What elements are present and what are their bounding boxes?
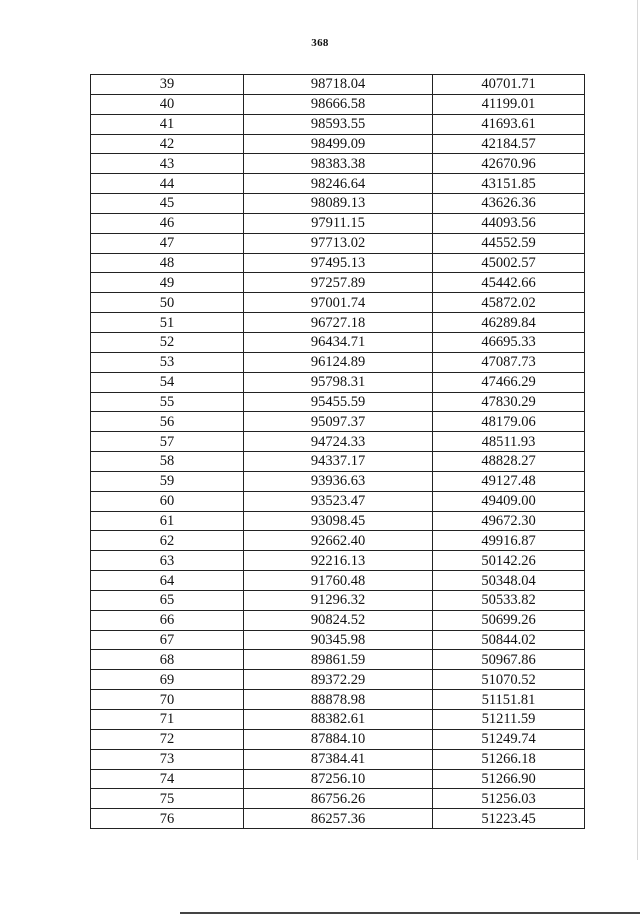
- value-b-cell: 45872.02: [433, 293, 585, 313]
- table-row: [91, 134, 585, 154]
- value-a-cell: 86756.26: [244, 789, 433, 809]
- row-index-cell: 40: [91, 94, 244, 114]
- value-a-cell: 91760.48: [244, 571, 433, 591]
- value-a-cell: 95097.37: [244, 412, 433, 432]
- table-row: [91, 313, 585, 333]
- value-b-cell: 51249.74: [433, 729, 585, 749]
- row-index-cell: 69: [91, 670, 244, 690]
- row-index-cell: 48: [91, 253, 244, 273]
- table-row: [91, 531, 585, 551]
- table-row: [91, 75, 585, 95]
- row-index-cell: 56: [91, 412, 244, 432]
- table-row: [91, 412, 585, 432]
- table-row: [91, 650, 585, 670]
- value-a-cell: 98383.38: [244, 154, 433, 174]
- value-b-cell: 51211.59: [433, 710, 585, 730]
- row-index-cell: 45: [91, 194, 244, 214]
- table-row: [91, 372, 585, 392]
- table-row: [91, 590, 585, 610]
- value-b-cell: 47087.73: [433, 352, 585, 372]
- value-b-cell: 50142.26: [433, 551, 585, 571]
- table-row: [91, 392, 585, 412]
- value-a-cell: 91296.32: [244, 590, 433, 610]
- table-row: [91, 491, 585, 511]
- table-row: [91, 194, 585, 214]
- row-index-cell: 61: [91, 511, 244, 531]
- row-index-cell: 63: [91, 551, 244, 571]
- table-row: [91, 769, 585, 789]
- row-index-cell: 66: [91, 610, 244, 630]
- table-row: [91, 273, 585, 293]
- value-b-cell: 44093.56: [433, 213, 585, 233]
- scan-edge-bottom: [180, 912, 640, 914]
- value-b-cell: 48828.27: [433, 452, 585, 472]
- table-row: [91, 630, 585, 650]
- table-row: [91, 690, 585, 710]
- value-b-cell: 51151.81: [433, 690, 585, 710]
- value-a-cell: 98593.55: [244, 114, 433, 134]
- value-a-cell: 97001.74: [244, 293, 433, 313]
- value-b-cell: 50844.02: [433, 630, 585, 650]
- value-b-cell: 50699.26: [433, 610, 585, 630]
- value-b-cell: 50967.86: [433, 650, 585, 670]
- table-row: [91, 253, 585, 273]
- table-row: [91, 174, 585, 194]
- value-a-cell: 97911.15: [244, 213, 433, 233]
- row-index-cell: 60: [91, 491, 244, 511]
- table-row: [91, 809, 585, 829]
- table-row: [91, 233, 585, 253]
- table-row: [91, 789, 585, 809]
- value-b-cell: 41199.01: [433, 94, 585, 114]
- value-a-cell: 93098.45: [244, 511, 433, 531]
- value-a-cell: 92662.40: [244, 531, 433, 551]
- value-b-cell: 51266.18: [433, 749, 585, 769]
- value-b-cell: 49409.00: [433, 491, 585, 511]
- value-a-cell: 94724.33: [244, 432, 433, 452]
- row-index-cell: 43: [91, 154, 244, 174]
- value-a-cell: 87884.10: [244, 729, 433, 749]
- value-b-cell: 45002.57: [433, 253, 585, 273]
- scan-edge-right: [637, 0, 638, 860]
- table-row: [91, 94, 585, 114]
- table-row: [91, 332, 585, 352]
- table-row: [91, 432, 585, 452]
- value-a-cell: 98718.04: [244, 75, 433, 95]
- row-index-cell: 55: [91, 392, 244, 412]
- row-index-cell: 54: [91, 372, 244, 392]
- value-a-cell: 87256.10: [244, 769, 433, 789]
- value-a-cell: 96434.71: [244, 332, 433, 352]
- table-body: [91, 75, 585, 829]
- row-index-cell: 51: [91, 313, 244, 333]
- table-row: [91, 213, 585, 233]
- value-b-cell: 48179.06: [433, 412, 585, 432]
- row-index-cell: 76: [91, 809, 244, 829]
- table-row: [91, 154, 585, 174]
- value-b-cell: 44552.59: [433, 233, 585, 253]
- table-row: [91, 551, 585, 571]
- table-row: [91, 511, 585, 531]
- row-index-cell: 57: [91, 432, 244, 452]
- row-index-cell: 44: [91, 174, 244, 194]
- table-row: [91, 452, 585, 472]
- row-index-cell: 58: [91, 452, 244, 472]
- value-b-cell: 47830.29: [433, 392, 585, 412]
- value-b-cell: 49127.48: [433, 471, 585, 491]
- value-a-cell: 95455.59: [244, 392, 433, 412]
- value-a-cell: 87384.41: [244, 749, 433, 769]
- value-a-cell: 96124.89: [244, 352, 433, 372]
- value-a-cell: 88878.98: [244, 690, 433, 710]
- value-a-cell: 97495.13: [244, 253, 433, 273]
- table-row: [91, 293, 585, 313]
- value-b-cell: 51223.45: [433, 809, 585, 829]
- value-b-cell: 43151.85: [433, 174, 585, 194]
- table-row: [91, 571, 585, 591]
- row-index-cell: 67: [91, 630, 244, 650]
- row-index-cell: 41: [91, 114, 244, 134]
- table-row: [91, 114, 585, 134]
- value-a-cell: 93523.47: [244, 491, 433, 511]
- value-a-cell: 88382.61: [244, 710, 433, 730]
- value-a-cell: 90824.52: [244, 610, 433, 630]
- row-index-cell: 65: [91, 590, 244, 610]
- value-a-cell: 90345.98: [244, 630, 433, 650]
- value-a-cell: 93936.63: [244, 471, 433, 491]
- value-b-cell: 46289.84: [433, 313, 585, 333]
- row-index-cell: 47: [91, 233, 244, 253]
- row-index-cell: 50: [91, 293, 244, 313]
- row-index-cell: 71: [91, 710, 244, 730]
- value-a-cell: 95798.31: [244, 372, 433, 392]
- value-a-cell: 86257.36: [244, 809, 433, 829]
- value-b-cell: 47466.29: [433, 372, 585, 392]
- row-index-cell: 72: [91, 729, 244, 749]
- value-a-cell: 89861.59: [244, 650, 433, 670]
- row-index-cell: 39: [91, 75, 244, 95]
- table-row: [91, 610, 585, 630]
- page-number: 368: [311, 37, 329, 49]
- value-a-cell: 98089.13: [244, 194, 433, 214]
- row-index-cell: 64: [91, 571, 244, 591]
- row-index-cell: 59: [91, 471, 244, 491]
- value-b-cell: 49916.87: [433, 531, 585, 551]
- value-a-cell: 97713.02: [244, 233, 433, 253]
- row-index-cell: 53: [91, 352, 244, 372]
- value-b-cell: 51070.52: [433, 670, 585, 690]
- value-a-cell: 94337.17: [244, 452, 433, 472]
- value-b-cell: 40701.71: [433, 75, 585, 95]
- value-a-cell: 89372.29: [244, 670, 433, 690]
- value-b-cell: 46695.33: [433, 332, 585, 352]
- row-index-cell: 62: [91, 531, 244, 551]
- value-a-cell: 98499.09: [244, 134, 433, 154]
- row-index-cell: 70: [91, 690, 244, 710]
- row-index-cell: 68: [91, 650, 244, 670]
- table-row: [91, 352, 585, 372]
- row-index-cell: 46: [91, 213, 244, 233]
- row-index-cell: 49: [91, 273, 244, 293]
- value-b-cell: 51266.90: [433, 769, 585, 789]
- value-a-cell: 92216.13: [244, 551, 433, 571]
- value-b-cell: 41693.61: [433, 114, 585, 134]
- value-a-cell: 98666.58: [244, 94, 433, 114]
- value-b-cell: 42184.57: [433, 134, 585, 154]
- row-index-cell: 42: [91, 134, 244, 154]
- row-index-cell: 74: [91, 769, 244, 789]
- value-b-cell: 49672.30: [433, 511, 585, 531]
- value-b-cell: 51256.03: [433, 789, 585, 809]
- value-a-cell: 98246.64: [244, 174, 433, 194]
- value-a-cell: 96727.18: [244, 313, 433, 333]
- value-b-cell: 43626.36: [433, 194, 585, 214]
- table-row: [91, 670, 585, 690]
- value-b-cell: 45442.66: [433, 273, 585, 293]
- table-row: [91, 471, 585, 491]
- value-b-cell: 50533.82: [433, 590, 585, 610]
- coordinates-table: [90, 74, 585, 829]
- value-a-cell: 97257.89: [244, 273, 433, 293]
- table-row: [91, 710, 585, 730]
- value-b-cell: 48511.93: [433, 432, 585, 452]
- table-row: [91, 729, 585, 749]
- value-b-cell: 50348.04: [433, 571, 585, 591]
- row-index-cell: 73: [91, 749, 244, 769]
- row-index-cell: 52: [91, 332, 244, 352]
- table-row: [91, 749, 585, 769]
- row-index-cell: 75: [91, 789, 244, 809]
- value-b-cell: 42670.96: [433, 154, 585, 174]
